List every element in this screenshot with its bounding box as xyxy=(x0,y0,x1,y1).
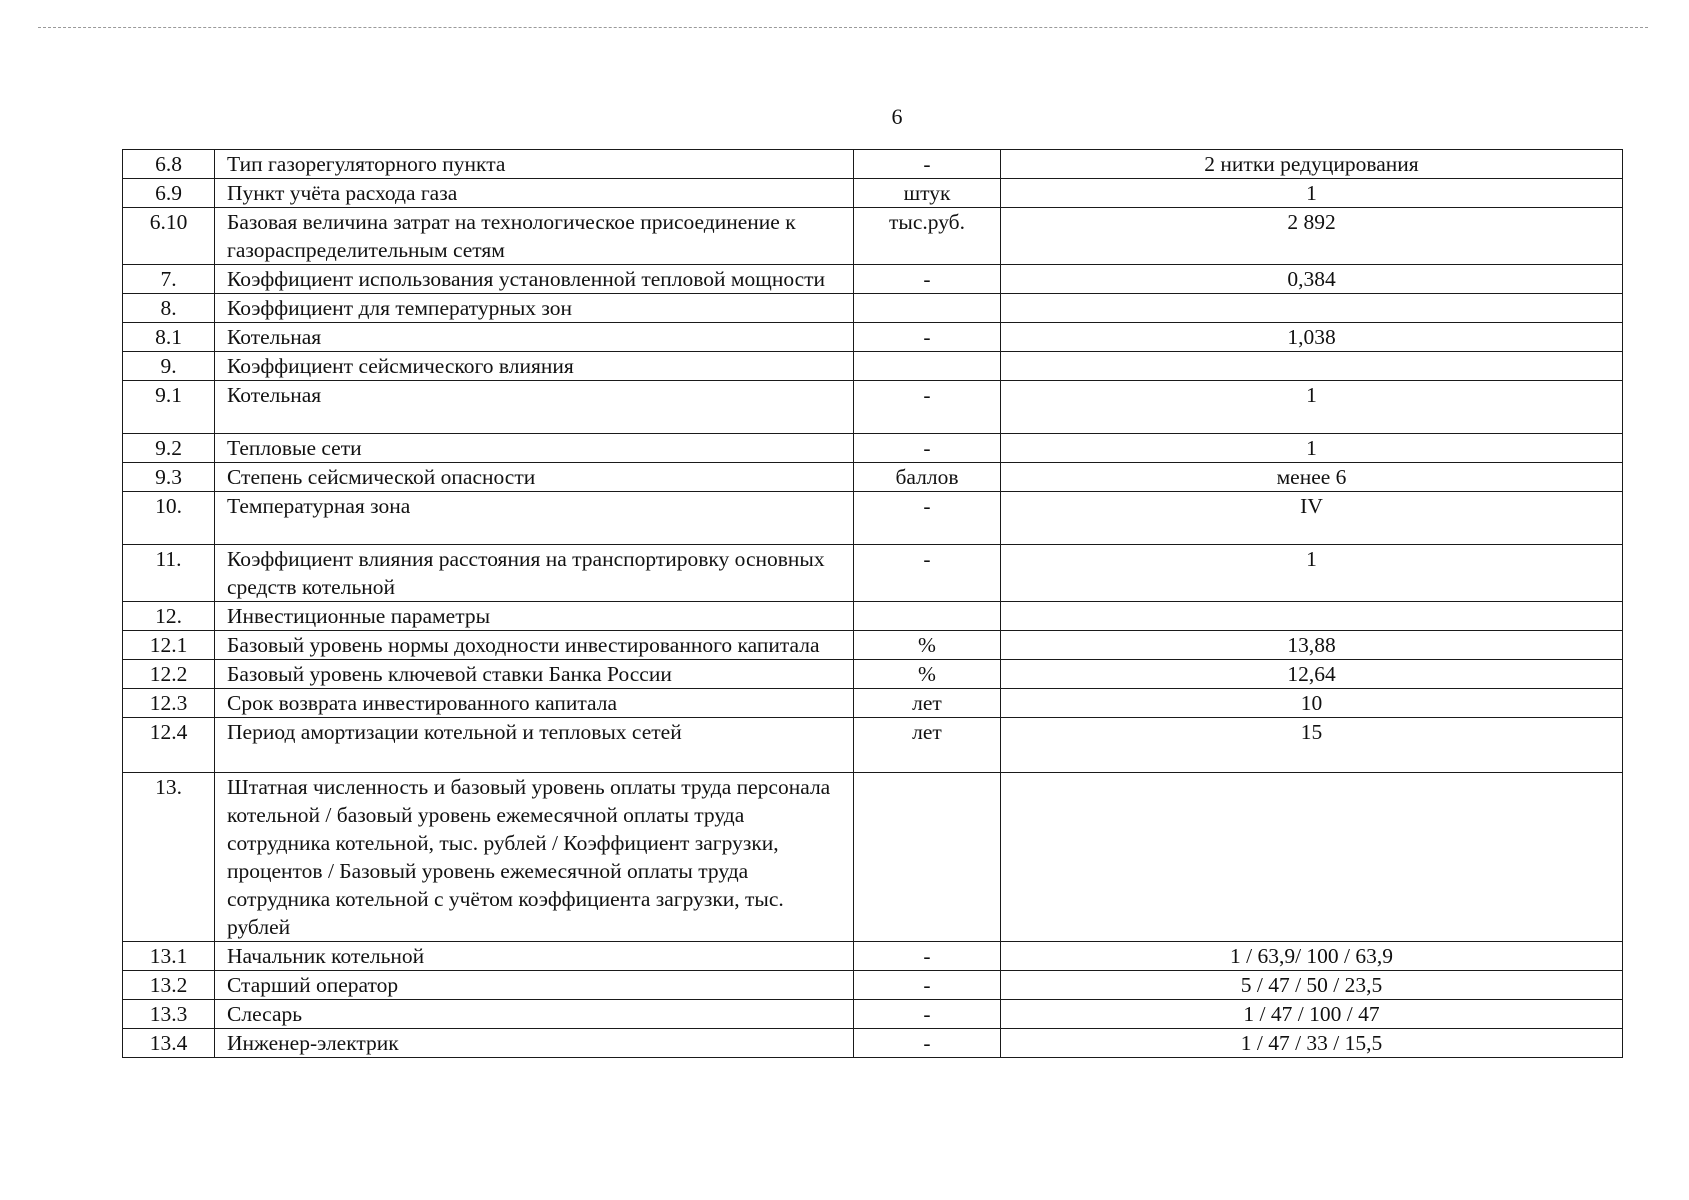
row-value: 15 xyxy=(1001,718,1623,773)
row-number: 6.9 xyxy=(123,179,215,208)
row-name: Степень сейсмической опасности xyxy=(215,463,854,492)
row-value: 1 xyxy=(1001,434,1623,463)
row-number: 10. xyxy=(123,492,215,545)
row-unit: - xyxy=(854,1000,1001,1029)
table-row xyxy=(123,602,1623,631)
row-name: Котельная xyxy=(215,381,854,434)
row-number: 8. xyxy=(123,294,215,323)
row-number: 6.8 xyxy=(123,150,215,179)
row-name: Базовая величина затрат на технологическое присоединение к газораспределительным сетям xyxy=(215,208,854,265)
row-number: 8.1 xyxy=(123,323,215,352)
row-value xyxy=(1001,352,1623,381)
table-row xyxy=(123,492,1623,545)
row-unit xyxy=(854,352,1001,381)
row-name: Тип газорегуляторного пункта xyxy=(215,150,854,179)
row-name: Базовый уровень ключевой ставки Банка России xyxy=(215,660,854,689)
table-row xyxy=(123,323,1623,352)
row-unit: % xyxy=(854,631,1001,660)
table-row xyxy=(123,660,1623,689)
row-name: Срок возврата инвестированного капитала xyxy=(215,689,854,718)
row-unit: - xyxy=(854,150,1001,179)
table-row xyxy=(123,179,1623,208)
row-unit: - xyxy=(854,265,1001,294)
row-name: Базовый уровень нормы доходности инвестированного капитала xyxy=(215,631,854,660)
row-name: Коэффициент сейсмического влияния xyxy=(215,352,854,381)
row-number: 9.3 xyxy=(123,463,215,492)
table-row xyxy=(123,381,1623,434)
table-row xyxy=(123,631,1623,660)
table-row xyxy=(123,1000,1623,1029)
row-value: менее 6 xyxy=(1001,463,1623,492)
row-name: Коэффициент для температурных зон xyxy=(215,294,854,323)
row-number: 12. xyxy=(123,602,215,631)
row-number: 13.1 xyxy=(123,942,215,971)
row-number: 7. xyxy=(123,265,215,294)
row-name: Начальник котельной xyxy=(215,942,854,971)
row-unit: - xyxy=(854,434,1001,463)
row-number: 12.4 xyxy=(123,718,215,773)
row-unit: - xyxy=(854,1029,1001,1058)
row-value: 2 нитки редуцирования xyxy=(1001,150,1623,179)
row-unit: лет xyxy=(854,689,1001,718)
row-unit: - xyxy=(854,545,1001,602)
row-value: 1 / 47 / 33 / 15,5 xyxy=(1001,1029,1623,1058)
table-row xyxy=(123,718,1623,773)
table-row xyxy=(123,294,1623,323)
row-number: 9. xyxy=(123,352,215,381)
row-name: Слесарь xyxy=(215,1000,854,1029)
row-number: 6.10 xyxy=(123,208,215,265)
row-value xyxy=(1001,773,1623,942)
table-row xyxy=(123,971,1623,1000)
row-number: 13.3 xyxy=(123,1000,215,1029)
page-number: 6 xyxy=(891,104,903,129)
row-unit xyxy=(854,773,1001,942)
row-value: 13,88 xyxy=(1001,631,1623,660)
row-value: 12,64 xyxy=(1001,660,1623,689)
table-row xyxy=(123,208,1623,265)
row-unit: % xyxy=(854,660,1001,689)
row-number: 12.3 xyxy=(123,689,215,718)
parameters-table xyxy=(122,149,1623,1058)
row-name: Котельная xyxy=(215,323,854,352)
table-row xyxy=(123,463,1623,492)
table-row xyxy=(123,434,1623,463)
row-value xyxy=(1001,294,1623,323)
row-name: Старший оператор xyxy=(215,971,854,1000)
row-unit: - xyxy=(854,323,1001,352)
row-name: Пункт учёта расхода газа xyxy=(215,179,854,208)
row-unit: тыс.руб. xyxy=(854,208,1001,265)
row-unit: - xyxy=(854,971,1001,1000)
row-value: 1 xyxy=(1001,545,1623,602)
row-number: 12.2 xyxy=(123,660,215,689)
table-row xyxy=(123,265,1623,294)
row-unit: лет xyxy=(854,718,1001,773)
row-number: 9.1 xyxy=(123,381,215,434)
row-value: 1 / 63,9/ 100 / 63,9 xyxy=(1001,942,1623,971)
table-row xyxy=(123,545,1623,602)
row-unit xyxy=(854,602,1001,631)
row-unit xyxy=(854,294,1001,323)
row-value: 1 xyxy=(1001,381,1623,434)
row-number: 13.2 xyxy=(123,971,215,1000)
row-number: 9.2 xyxy=(123,434,215,463)
row-name: Коэффициент влияния расстояния на транспортировку основных средств котельной xyxy=(215,545,854,602)
row-value: 1 / 47 / 100 / 47 xyxy=(1001,1000,1623,1029)
scan-top-line xyxy=(38,27,1648,28)
table-row xyxy=(123,150,1623,179)
row-value: 0,384 xyxy=(1001,265,1623,294)
row-value: 10 xyxy=(1001,689,1623,718)
table-row xyxy=(123,1029,1623,1058)
row-value xyxy=(1001,602,1623,631)
row-name: Тепловые сети xyxy=(215,434,854,463)
row-name: Инженер-электрик xyxy=(215,1029,854,1058)
row-name: Период амортизации котельной и тепловых сетей xyxy=(215,718,854,773)
table-row xyxy=(123,352,1623,381)
row-unit: - xyxy=(854,492,1001,545)
row-unit: - xyxy=(854,942,1001,971)
table-row xyxy=(123,773,1623,942)
row-value: IV xyxy=(1001,492,1623,545)
row-value: 1 xyxy=(1001,179,1623,208)
row-unit: - xyxy=(854,381,1001,434)
row-value: 1,038 xyxy=(1001,323,1623,352)
row-name: Температурная зона xyxy=(215,492,854,545)
row-number: 12.1 xyxy=(123,631,215,660)
row-name: Инвестиционные параметры xyxy=(215,602,854,631)
row-number: 13.4 xyxy=(123,1029,215,1058)
row-value: 5 / 47 / 50 / 23,5 xyxy=(1001,971,1623,1000)
row-name: Коэффициент использования установленной тепловой мощности xyxy=(215,265,854,294)
row-number: 13. xyxy=(123,773,215,942)
row-unit: баллов xyxy=(854,463,1001,492)
row-value: 2 892 xyxy=(1001,208,1623,265)
row-name: Штатная численность и базовый уровень оплаты труда персонала котельной / базовый уровень ежемесячной оплаты труда сотрудника котельной, тыс. рублей / Коэффициент загрузки, процентов / Базовый уровень ежемесячной оплаты труда сотрудника котельной с учётом коэффициента загрузки, тыс. рублей xyxy=(215,773,854,942)
row-number: 11. xyxy=(123,545,215,602)
table-row xyxy=(123,689,1623,718)
row-unit: штук xyxy=(854,179,1001,208)
table-row xyxy=(123,942,1623,971)
